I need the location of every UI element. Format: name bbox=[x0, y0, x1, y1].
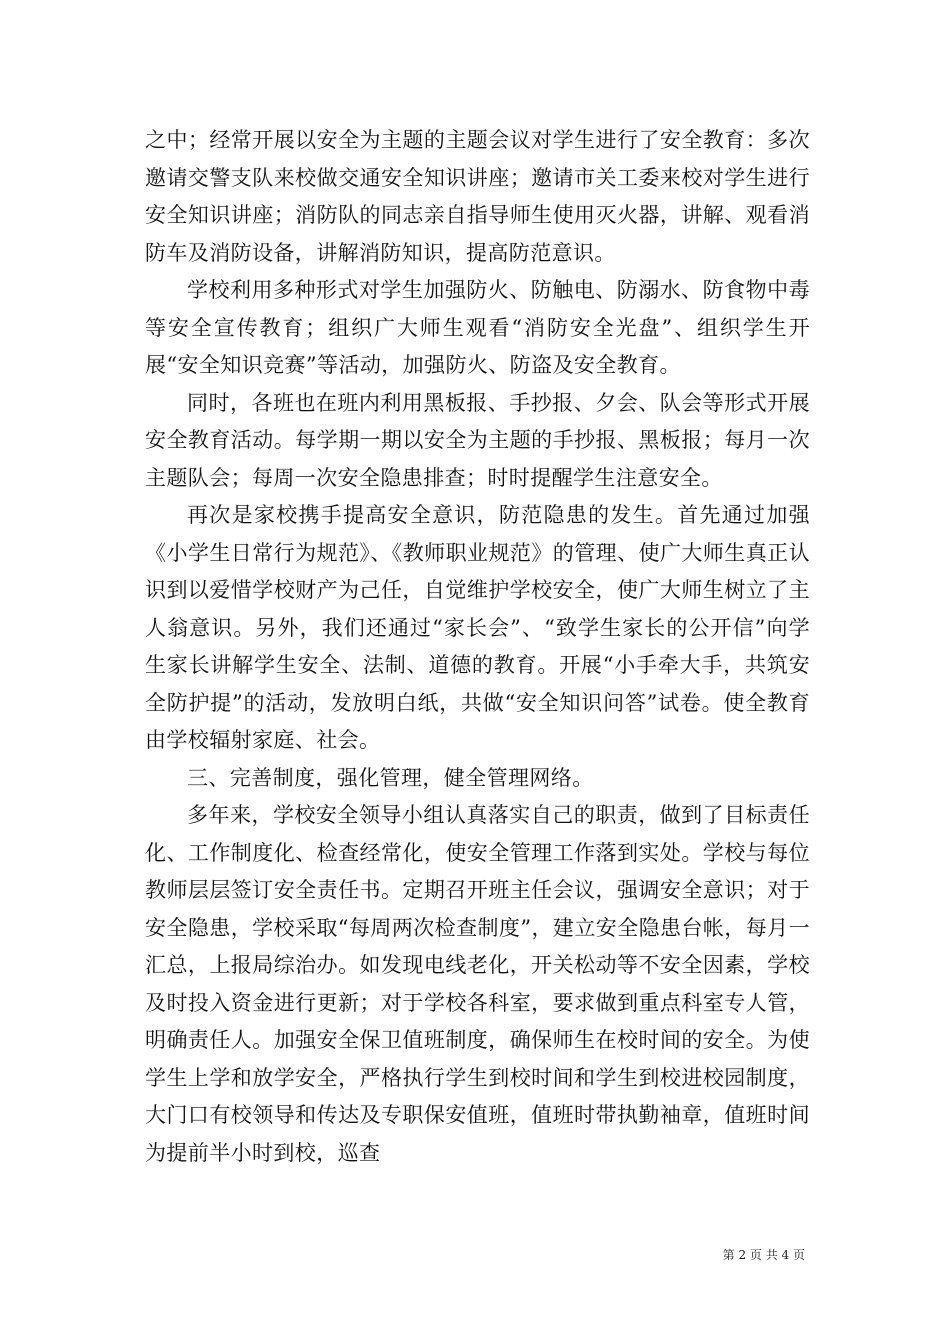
paragraph-4: 再次是家校携手提高安全意识，防范隐患的发生。首先通过加强《小学生日常行为规范》、《教师职业规范》的管理、使广大师生真正认识到以爱惜学校财产为己任，自觉维护学校安全，使广大师生树立了主人翁意识。另外，我们还通过“家长会”、“致学生家长的公开信”向学生家长讲解学生安全、法制、道德的教育。开展“小手牵大手，共筑安全防护提”的活动，发放明白纸，共做“安全知识问答”试卷。使全教育由学校辐射家庭、社会。 bbox=[145, 503, 810, 752]
paragraph-1: 之中；经常开展以安全为主题的主题会议对学生进行了安全教育：多次邀请交警支队来校做交通安全知识讲座；邀请市关工委来校对学生进行安全知识讲座；消防队的同志亲自指导师生使用灭火器，讲解、观看消防车及消防设备，讲解消防知识，提高防范意识。 bbox=[145, 128, 810, 265]
section-heading-3: 三、完善制度，强化管理，健全管理网络。 bbox=[187, 765, 594, 790]
paragraph-2: 学校利用多种形式对学生加强防火、防触电、防溺水、防食物中毒等安全宣传教育；组织广大师生观看“消防安全光盘”、组织学生开展“安全知识竞赛”等活动，加强防火、防盗及安全教育。 bbox=[145, 278, 810, 377]
paragraph-3: 同时，各班也在班内利用黑板报、手抄报、夕会、队会等形式开展安全教育活动。每学期一期以安全为主题的手抄报、黑板报；每月一次主题队会；每周一次安全隐患排查；时时提醒学生注意安全。 bbox=[145, 390, 810, 490]
document-body bbox=[145, 122, 810, 1172]
page-number: 第 2 页 共 4 页 bbox=[722, 1248, 805, 1262]
paragraph-5: 多年来，学校安全领导小组认真落实自己的职责，做到了目标责任化、工作制度化、检查经常化，使安全管理工作落到实处。学校与每位教师层层签订安全责任书。定期召开班主任会议，强调安全意识；对于安全隐患，学校采取“每周两次检查制度”，建立安全隐患台帐，每月一汇总，上报局综治办。如发现电线老化，开关松动等不安全因素，学校及时投入资金进行更新；对于学校各科室，要求做到重点科室专人管，明确责任人。加强安全保卫值班制度，确保师生在校时间的安全。为使学生上学和放学安全，严格执行学生到校时间和学生到校进校园制度，大门口有校领导和传达及专职保安值班，值班时带执勤袖章，值班时间为提前半小时到校，巡查 bbox=[145, 803, 810, 1165]
